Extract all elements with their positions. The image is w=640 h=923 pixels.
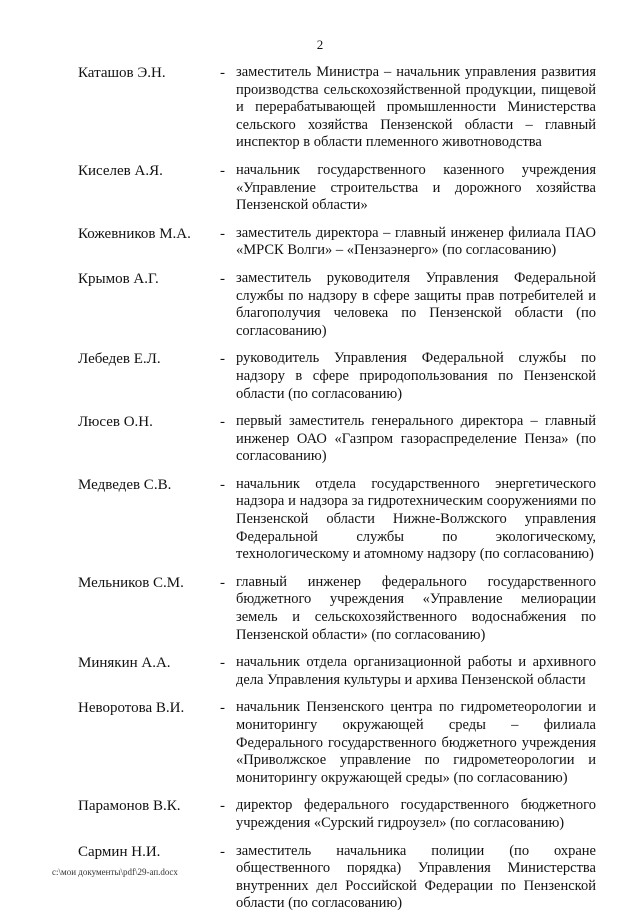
- separator-dash: -: [220, 414, 225, 431]
- member-name: Парамонов В.К.: [78, 798, 181, 815]
- member-position: директор федерального государственного бюджетного учреждения «Сурский гидроузел» (по согласованию): [236, 797, 596, 831]
- member-position: заместитель руководителя Управления Федеральной службы по надзору в сфере защиты прав потребителей и благополучия человека по Пензенской области (по согласованию): [236, 269, 596, 339]
- list-item: [0, 270, 640, 340]
- list-item: [0, 225, 640, 260]
- list-item: [0, 413, 640, 466]
- list-item: [0, 654, 640, 689]
- member-name: Лебедев Е.Л.: [78, 351, 161, 368]
- separator-dash: -: [220, 574, 225, 591]
- member-position: начальник государственного казенного учреждения «Управление строительства и дорожного хозяйства Пензенской области»: [236, 161, 596, 214]
- member-name: Крымов А.Г.: [78, 270, 159, 287]
- member-name: Киселев А.Я.: [78, 162, 163, 179]
- member-position: главный инженер федерального государственного бюджетного учреждения «Управление мелиорации земель и сельскохозяйственного водоснабжения по Пензенской области» (по согласованию): [236, 573, 596, 643]
- separator-dash: -: [220, 351, 225, 368]
- members-list: [0, 64, 640, 923]
- member-position: заместитель директора – главный инженер филиала ПАО «МРСК Волги» – «Пензаэнерго» (по согласованию): [236, 224, 596, 259]
- member-position: заместитель Министра – начальник управления развития производства сельскохозяйственной продукции, пищевой и перерабатывающей промышленности Министерства сельского хозяйства Пензенской области – главный инспектор в области племенного животноводства: [236, 64, 596, 151]
- member-position: начальник Пензенского центра по гидрометеорологии и мониторингу окружающей среды – филиала Федерального государственного бюджетного учреждения «Приволжское управление по гидрометеорологии и мониторингу окружающей среды» (по согласованию): [236, 699, 596, 786]
- member-name: Медведев С.В.: [78, 476, 172, 493]
- list-item: [0, 64, 640, 152]
- member-name: Минякин А.А.: [78, 655, 171, 672]
- separator-dash: -: [220, 700, 225, 717]
- member-name: Люсев О.Н.: [78, 414, 153, 431]
- member-name: Мельников С.М.: [78, 574, 184, 591]
- list-item: [0, 797, 640, 832]
- separator-dash: -: [220, 798, 225, 815]
- list-item: [0, 574, 640, 644]
- separator-dash: -: [220, 843, 225, 860]
- separator-dash: -: [220, 270, 225, 287]
- separator-dash: -: [220, 655, 225, 672]
- member-position: начальник отдела организационной работы и архивного дела Управления культуры и архива Пензенской области: [236, 654, 596, 688]
- separator-dash: -: [220, 162, 225, 179]
- member-name: Неворотова В.И.: [78, 700, 185, 717]
- list-item: [0, 699, 640, 787]
- list-item: [0, 350, 640, 403]
- member-position: первый заместитель генерального директора – главный инженер ОАО «Газпром газораспределение Пенза» (по согласованию): [236, 413, 596, 465]
- member-position: начальник отдела государственного энергетического надзора и надзора за гидротехническим сооружениями по Пензенской области Нижне-Волжского управления Федеральной службы по экологическому, технологическому и атомному надзору (по согласованию): [236, 475, 596, 563]
- member-position: руководитель Управления Федеральной службы по надзору в сфере природопользования по Пензенской области (по согласованию): [236, 350, 596, 402]
- member-name: Сармин Н.И.: [78, 843, 161, 860]
- page-number: 2: [316, 37, 324, 52]
- footer-file-path: c:\мои документы\pdf\29-ап.docx: [52, 867, 178, 877]
- list-item: [0, 476, 640, 564]
- list-item: [0, 843, 640, 913]
- member-position: заместитель начальника полиции (по охране общественного порядка) Управления Министерства внутренних дел Российской Федерации по Пензенской области (по согласованию): [236, 842, 596, 912]
- list-item: [0, 162, 640, 215]
- separator-dash: -: [220, 225, 225, 242]
- member-name: Кожевников М.А.: [78, 225, 191, 242]
- separator-dash: -: [220, 476, 225, 493]
- member-name: Каташов Э.Н.: [78, 65, 166, 81]
- separator-dash: -: [220, 65, 225, 81]
